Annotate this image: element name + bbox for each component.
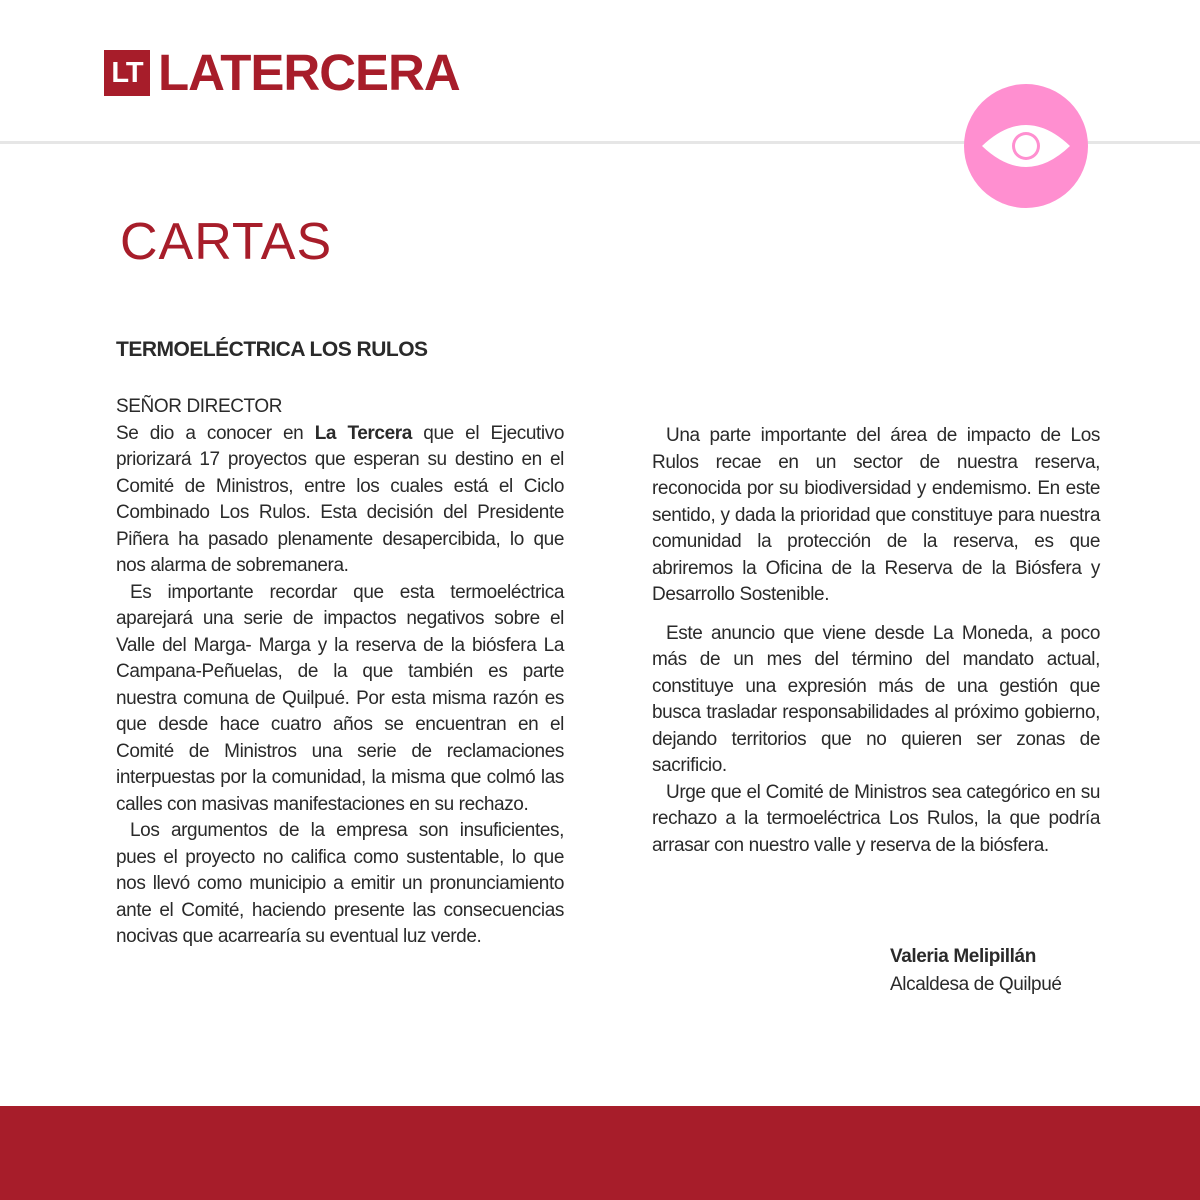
- newspaper-name: La Tercera: [314, 422, 412, 444]
- logo-mark: LT: [104, 50, 150, 96]
- signature-name: Valeria Melipillán: [890, 946, 1036, 967]
- signature-role: Alcaldesa de Quilpué: [890, 974, 1062, 995]
- la-tercera-logo[interactable]: [104, 44, 460, 101]
- letter-paragraph-2: Es importante recordar que esta termoeléctrica aparejará una serie de impactos negativos sobre el Valle del Marga- Marga y la reserva de la biósfera La Campana-Peñuelas, de la que también es parte nuestra comuna de Quilpué. Por esta misma razón es que desde hace cuatro años se encuentran en el Comité de Ministros una serie de reclamaciones interpuestas por la comunidad, la misma que colmó las calles con masivas manifestaciones en su rechazo.: [116, 581, 564, 815]
- signature: [890, 943, 1062, 999]
- letter-paragraph-4: Una parte importante del área de impacto de Los Rulos recae en un sector de nuestra reserva, reconocida por su biodiversidad y endemismo. En este sentido, y dada la prioridad que constituye para nuestra comunidad la protección de la reserva, es que abriremos la Oficina de la Reserva de la Biósfera y Desarrollo Sostenible.: [652, 425, 1100, 605]
- salutation: SEÑOR DIRECTOR: [116, 396, 283, 417]
- eye-icon: [964, 84, 1088, 208]
- section-title: CARTAS: [120, 213, 333, 271]
- letter-paragraph-1: Se dio a conocer en La Tercera que el Ejecutivo priorizará 17 proyectos que esperan su destino en el Comité de Ministros, entre los cuales está el Ciclo Combinado Los Rulos. Esta decisión del Presidente Piñera ha pasado plenamente desapercibida, lo que nos alarma de sobremanera.: [116, 422, 564, 576]
- letter-paragraph-3: Los argumentos de la empresa son insuficientes, pues el proyecto no califica como sustentable, lo que nos llevó como municipio a emitir un pronunciamiento ante el Comité, haciendo presente las consecuencias nocivas que acarrearía su eventual luz verde.: [116, 820, 564, 947]
- eye-badge: [964, 84, 1088, 208]
- letter-paragraph-5: Este anuncio que viene desde La Moneda, a poco más de un mes del término del mandato actual, constituye una expresión más de una gestión que busca trasladar responsabilidades al próximo gobierno, dejando territorios que no quieren ser zonas de sacrificio.: [652, 622, 1100, 776]
- letter-paragraph-6: Urge que el Comité de Ministros sea categórico en su rechazo a la termoeléctrica Los Rulos, la que podría arrasar con nuestro valle y reserva de la biósfera.: [652, 781, 1100, 856]
- letter-title: TERMOELÉCTRICA LOS RULOS: [116, 338, 428, 361]
- letter-column-right: [652, 423, 1100, 859]
- logo-wordmark: LATERCERA: [158, 44, 460, 101]
- letter-column-left: [116, 394, 564, 951]
- footer-band: [0, 1106, 1200, 1200]
